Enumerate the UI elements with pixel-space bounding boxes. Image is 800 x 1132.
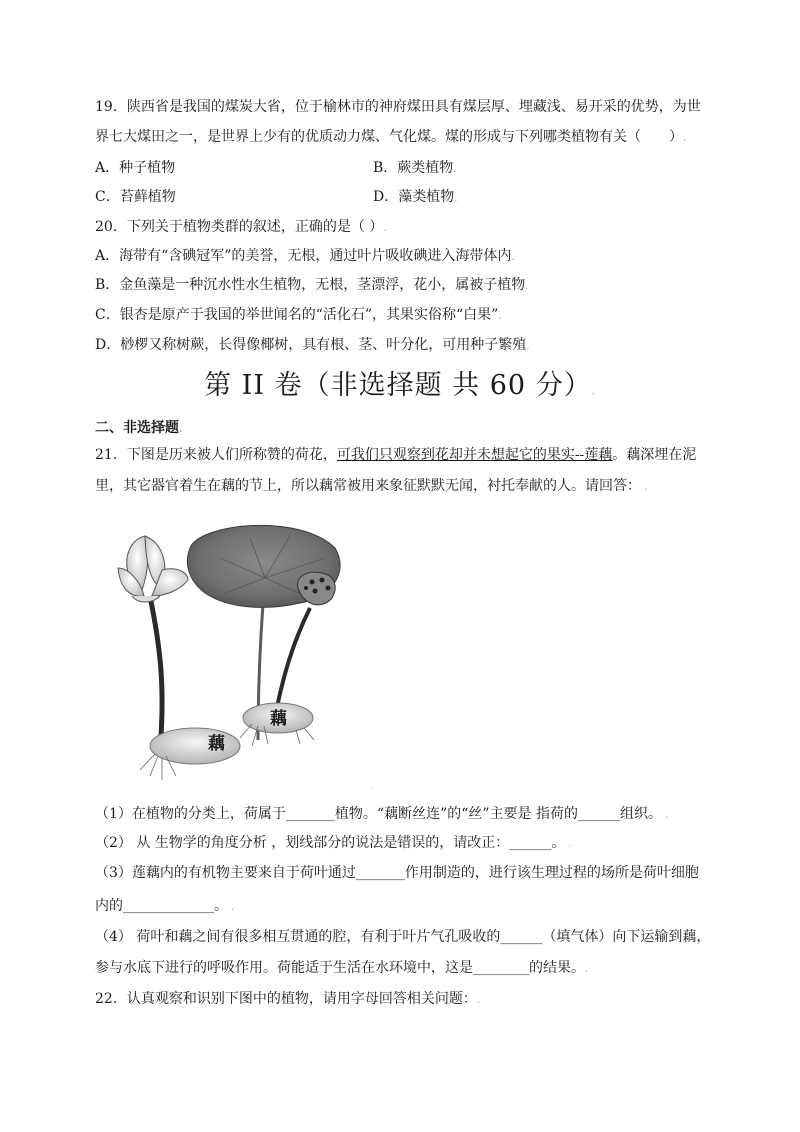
q19-option-a: A．种子植物 xyxy=(95,160,176,176)
q21-intro-line2: 里，其它器官着生在藕的节上，所以藕常被用来象征默默无闻，衬托奉献的人。请回答： . xyxy=(95,478,648,494)
q21-sub3-line1: （3）莲藕内的有机物主要来自于荷叶通过_______作用制造的，进行该生理过程的场所是荷叶细胞 xyxy=(95,865,699,881)
part2-heading: 第 II 卷（非选择题 共 60 分）. xyxy=(204,370,596,401)
lotus-flower xyxy=(118,536,188,602)
q19-option-b: B．蕨类植物. xyxy=(373,160,457,176)
q21-sub4-line1: （4） 荷叶和藕之间有很多相互贯通的腔，有利于叶片气孔吸收的______（填气体）向下运输到藕， xyxy=(95,929,711,945)
q20-option-a: A．海带有“含碘冠军”的美誉，无根，通过叶片吸收碘进入海带体内. xyxy=(95,248,515,264)
q19-stem-line1: 19．陕西省是我国的煤炭大省，位于榆林市的神府煤田具有煤层厚、埋藏浅、易开采的优势，为世 xyxy=(95,99,701,115)
q21-sub2: （2） 从 生物学的角度分析 ，划线部分的说法是错误的，请改正：______。 . xyxy=(95,835,572,851)
section-title: 二、非选择题. xyxy=(95,420,183,436)
root-label-2: 藕 xyxy=(270,709,287,729)
lotus-figure xyxy=(100,518,360,788)
q21-sub1: （1）在植物的分类上，荷属于_______植物。“藕断丝连”的“丝”主要是 指荷的______组织。 . xyxy=(95,806,669,822)
q20-option-d: D．桫椤又称树蕨，长得像椰树，具有根、茎、叶分化，可用种子繁殖. xyxy=(95,337,530,353)
q20-stem: 20．下列关于植物类群的叙述，正确的是（ ）. xyxy=(95,219,387,235)
q20-option-c: C．银杏是原产于我国的举世闻名的“活化石”，其果实俗称“白果”. xyxy=(95,307,502,323)
q20-option-b: B．金鱼藻是一种沉水性水生植物，无根，茎漂浮，花小，属被子植物. xyxy=(95,277,529,293)
lotus-root-1 xyxy=(150,728,240,764)
flower-stem xyxy=(150,596,162,750)
q21-sub4-line2: 参与水底下进行的呼吸作用。荷能适于生活在水环境中，这是________的结果。. xyxy=(95,960,589,976)
q21-sub3-line2: 内的_____________。 . xyxy=(95,898,235,914)
q19-option-d: D．藻类植物. xyxy=(373,189,458,205)
lotus-illustration xyxy=(100,518,360,788)
q19-option-c: C．苔藓植物 xyxy=(95,189,176,205)
q22-stem: 22．认真观察和识别下图中的植物，请用字母回答相关问题：. xyxy=(95,991,481,1007)
root-label-1: 藕 xyxy=(208,734,225,754)
q19-stem-line2: 界七大煤田之一，是世界上少有的优质动力煤、气化煤。煤的形成与下列哪类植物有关（ ）. xyxy=(95,129,687,145)
q21-intro-line1: 21．下图是历来被人们所称赞的荷花，可我们只观察到花却并未想起它的果实--莲藕。藕深埋在泥 xyxy=(95,447,697,463)
q21-underlined-claim: 可我们只观察到花却并未想起它的果实--莲藕 xyxy=(336,447,613,463)
